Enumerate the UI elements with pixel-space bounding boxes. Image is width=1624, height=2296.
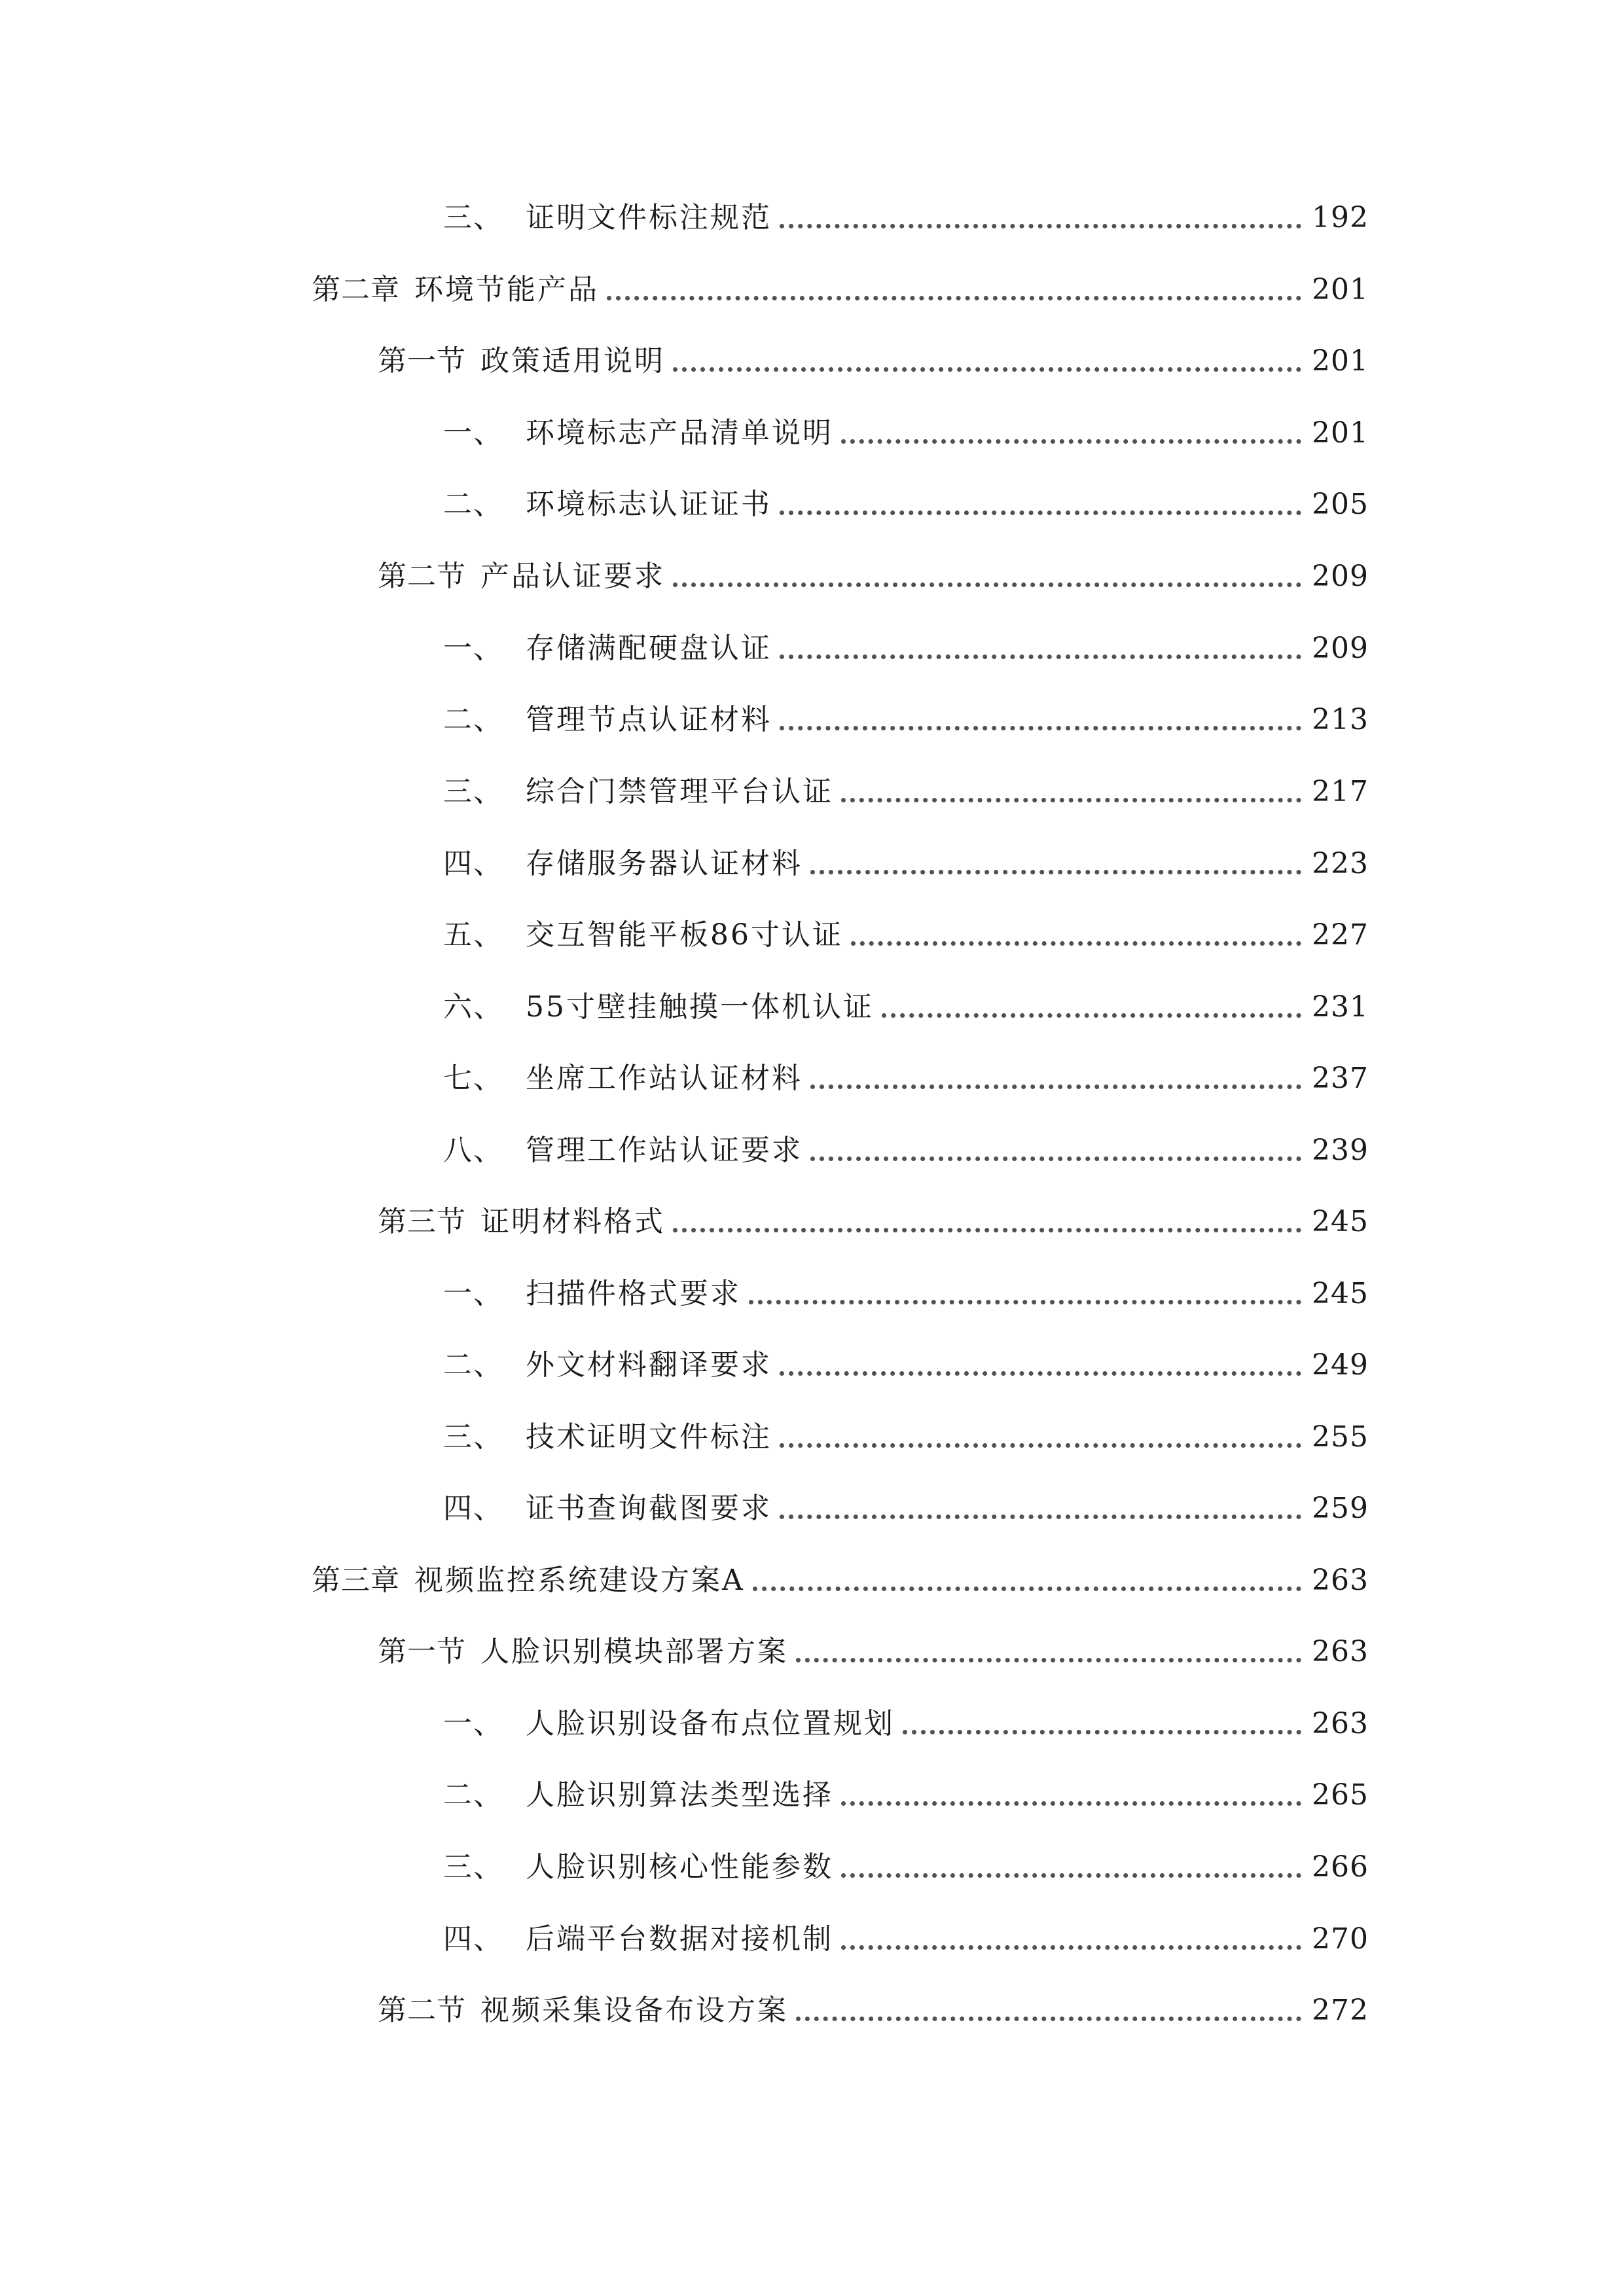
toc-entry[interactable]: [0, 1772, 1624, 1818]
toc-entry-number: 第三章: [312, 1564, 400, 1597]
toc-entry-title: 管理工作站认证要求: [526, 1134, 803, 1167]
toc-entry[interactable]: [0, 482, 1624, 528]
toc-entry[interactable]: [0, 1916, 1624, 1962]
toc-entry[interactable]: [0, 1629, 1624, 1675]
toc-entry-page: 217: [1312, 775, 1369, 808]
toc-entry[interactable]: [0, 195, 1624, 241]
dot-leader: [903, 1729, 1301, 1734]
toc-entry[interactable]: [0, 1988, 1624, 2034]
toc-entry-title: 人脸识别设备布点位置规划: [526, 1707, 895, 1740]
toc-entry-title: 产品认证要求: [480, 560, 665, 593]
toc-entry-number: 三、: [443, 1420, 503, 1454]
toc-entry-title: 证明材料格式: [480, 1205, 665, 1238]
toc-entry-page: 255: [1312, 1420, 1369, 1454]
toc-entry[interactable]: [0, 554, 1624, 600]
toc-entry-page: 231: [1312, 990, 1369, 1024]
dot-leader: [841, 1873, 1301, 1878]
toc-entry-title: 人脸识别模块部署方案: [480, 1635, 788, 1668]
toc-entry-page: 272: [1312, 1994, 1369, 2027]
toc-entry-title: 视频采集设备布设方案: [480, 1994, 788, 2027]
toc-entry-title: 存储服务器认证材料: [526, 847, 803, 880]
toc-entry-title: 后端平台数据对接机制: [526, 1922, 833, 1956]
dot-leader: [841, 1801, 1301, 1806]
toc-entry-number: 第一节: [378, 1635, 466, 1668]
toc-entry-number: 二、: [443, 1348, 503, 1382]
toc-entry-page: 192: [1312, 201, 1369, 234]
toc-entry-number: 二、: [443, 488, 503, 521]
toc-entry-page: 201: [1312, 344, 1369, 378]
toc-entry-page: 213: [1312, 703, 1369, 736]
dot-leader: [673, 582, 1301, 587]
toc-entry-number: 八、: [443, 1134, 503, 1167]
toc-entry-title: 技术证明文件标注: [526, 1420, 772, 1454]
toc-entry[interactable]: [0, 912, 1624, 958]
toc-entry-title: 证书查询截图要求: [526, 1492, 772, 1525]
toc-entry[interactable]: [0, 769, 1624, 815]
dot-leader: [841, 439, 1301, 444]
dot-leader: [780, 654, 1301, 659]
toc-entry[interactable]: [0, 267, 1624, 313]
dot-leader: [780, 223, 1301, 228]
toc-entry-page: 245: [1312, 1277, 1369, 1310]
toc-entry-page: 201: [1312, 273, 1369, 306]
toc-entry-page: 270: [1312, 1922, 1369, 1956]
toc-entry-title: 人脸识别核心性能参数: [526, 1850, 833, 1884]
toc-entry-number: 三、: [443, 201, 503, 234]
toc-entry[interactable]: [0, 1128, 1624, 1174]
toc-entry-number: 二、: [443, 703, 503, 736]
dot-leader: [841, 797, 1301, 802]
toc-entry[interactable]: [0, 338, 1624, 384]
toc-entry-page: 245: [1312, 1205, 1369, 1238]
dot-leader: [780, 1443, 1301, 1448]
toc-entry-number: 第二章: [312, 273, 400, 306]
toc-entry-title: 政策适用说明: [480, 344, 665, 378]
toc-entry-title: 存储满配硬盘认证: [526, 632, 772, 665]
toc-entry-number: 二、: [443, 1778, 503, 1812]
toc-entry[interactable]: [0, 984, 1624, 1030]
toc-entry-number: 第二节: [378, 1994, 466, 2027]
dot-leader: [810, 869, 1301, 874]
toc-entry-number: 六、: [443, 990, 503, 1024]
toc-entry-page: 263: [1312, 1707, 1369, 1740]
dot-leader: [810, 1156, 1301, 1161]
toc-entry-title: 环境标志产品清单说明: [526, 416, 833, 450]
toc-entry-page: 263: [1312, 1564, 1369, 1597]
toc-entry[interactable]: [0, 697, 1624, 743]
dot-leader: [673, 367, 1301, 372]
toc-entry-page: 237: [1312, 1062, 1369, 1095]
toc-entry-title: 坐席工作站认证材料: [526, 1062, 803, 1095]
toc-entry-number: 第二节: [378, 560, 466, 593]
toc-entry-title: 综合门禁管理平台认证: [526, 775, 833, 808]
dot-leader: [780, 1514, 1301, 1519]
toc-entry-title: 55寸壁挂触摸一体机认证: [526, 990, 874, 1024]
toc-entry[interactable]: [0, 626, 1624, 672]
toc-entry-title: 环境节能产品: [414, 273, 599, 306]
dot-leader: [749, 1299, 1301, 1304]
dot-leader: [882, 1013, 1301, 1018]
toc-entry-number: 四、: [443, 1922, 503, 1956]
dot-leader: [841, 1945, 1301, 1950]
toc-entry-title: 扫描件格式要求: [526, 1277, 741, 1310]
dot-leader: [673, 1227, 1301, 1232]
toc-entry-page: 266: [1312, 1850, 1369, 1884]
dot-leader: [607, 295, 1301, 300]
dot-leader: [780, 1371, 1301, 1376]
toc-entry-number: 一、: [443, 416, 503, 450]
toc-entry-number: 一、: [443, 632, 503, 665]
toc-entry[interactable]: [0, 1414, 1624, 1460]
toc-entry-number: 四、: [443, 847, 503, 880]
toc-entry-page: 209: [1312, 560, 1369, 593]
toc-entry-title: 人脸识别算法类型选择: [526, 1778, 833, 1812]
toc-entry-title: 证明文件标注规范: [526, 201, 772, 234]
dot-leader: [796, 2016, 1301, 2021]
toc-entry-number: 七、: [443, 1062, 503, 1095]
toc-entry-title: 交互智能平板86寸认证: [526, 918, 843, 952]
toc-entry-page: 259: [1312, 1492, 1369, 1525]
toc-entry-title: 视频监控系统建设方案A: [414, 1564, 745, 1597]
toc-entry-number: 四、: [443, 1492, 503, 1525]
toc-entry[interactable]: [0, 1558, 1624, 1604]
toc-entry[interactable]: [0, 1199, 1624, 1245]
dot-leader: [810, 1084, 1301, 1089]
dot-leader: [851, 941, 1301, 946]
toc-entry-title: 管理节点认证材料: [526, 703, 772, 736]
toc-entry-number: 五、: [443, 918, 503, 952]
toc-entry[interactable]: [0, 1701, 1624, 1747]
toc-entry[interactable]: [0, 1056, 1624, 1102]
toc-entry[interactable]: [0, 1486, 1624, 1532]
toc-entry-page: 223: [1312, 847, 1369, 880]
toc-entry[interactable]: [0, 841, 1624, 887]
toc-entry-number: 一、: [443, 1277, 503, 1310]
toc-entry-title: 环境标志认证证书: [526, 488, 772, 521]
toc-entry[interactable]: [0, 410, 1624, 456]
toc-entry-page: 249: [1312, 1348, 1369, 1382]
toc-entry-page: 263: [1312, 1635, 1369, 1668]
toc-entry-number: 一、: [443, 1707, 503, 1740]
toc-entry-page: 227: [1312, 918, 1369, 952]
dot-leader: [796, 1657, 1301, 1662]
dot-leader: [753, 1586, 1301, 1591]
toc-entry-page: 201: [1312, 416, 1369, 450]
toc-entry-title: 外文材料翻译要求: [526, 1348, 772, 1382]
toc-entry-number: 第三节: [378, 1205, 466, 1238]
dot-leader: [780, 725, 1301, 730]
toc-entry-page: 265: [1312, 1778, 1369, 1812]
toc-entry[interactable]: [0, 1844, 1624, 1890]
dot-leader: [780, 510, 1301, 515]
toc-entry-number: 三、: [443, 1850, 503, 1884]
toc-entry-page: 205: [1312, 488, 1369, 521]
toc-entry[interactable]: [0, 1271, 1624, 1317]
toc-entry-number: 第一节: [378, 344, 466, 378]
toc-entry-number: 三、: [443, 775, 503, 808]
toc-entry[interactable]: [0, 1342, 1624, 1388]
toc-entry-page: 239: [1312, 1134, 1369, 1167]
toc-entry-page: 209: [1312, 632, 1369, 665]
